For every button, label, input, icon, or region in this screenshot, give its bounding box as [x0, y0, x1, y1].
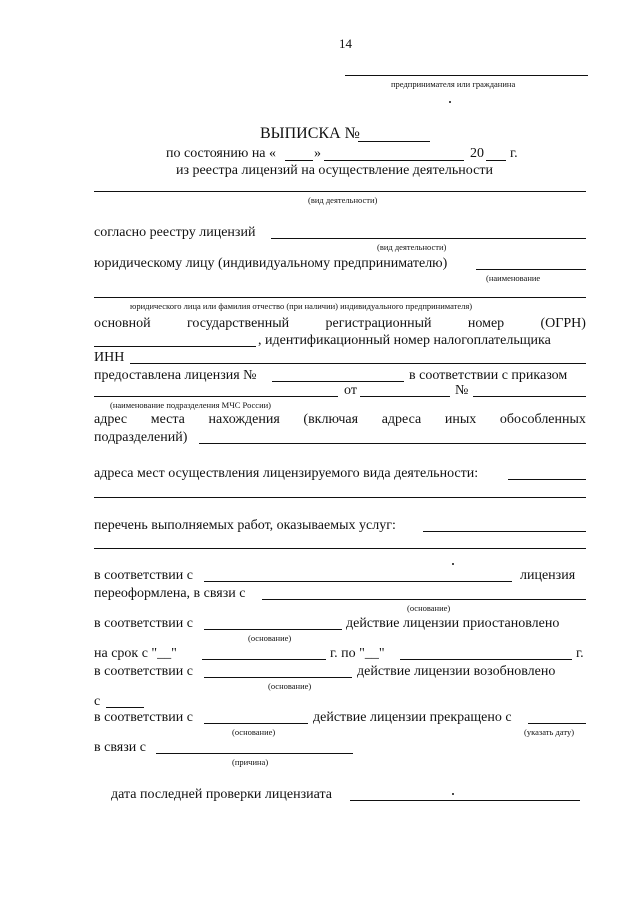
from-label: от — [344, 383, 357, 398]
terminate-date-line[interactable] — [528, 723, 586, 724]
license-granted-label: предоставлена лицензия № — [94, 368, 257, 383]
address-word: иных — [444, 412, 477, 427]
address-word: (включая — [303, 412, 359, 427]
reissued-label: переоформлена, в связи с — [94, 586, 246, 601]
terminated-label: действие лицензии прекращено с — [313, 710, 512, 725]
legal-entity-line[interactable] — [476, 269, 586, 270]
resumed-label: действие лицензии возобновлено — [357, 664, 556, 679]
order-number-sign: № — [455, 383, 469, 398]
emercom-caption: (наименование подразделения МЧС России) — [110, 400, 271, 410]
resume-per-label: в соответствии с — [94, 664, 193, 679]
term-to-label: г. по "__" — [330, 646, 385, 661]
ogrn-word: государственный — [186, 316, 290, 331]
since-label: с — [94, 694, 101, 709]
term-from-label: на срок с "__" — [94, 646, 177, 661]
term-to-line[interactable] — [400, 659, 572, 660]
basis-caption: (основание) — [248, 633, 292, 643]
subdivisions-label: подразделений) — [94, 430, 188, 445]
term-from-line[interactable] — [202, 659, 326, 660]
activity-caption-2: (вид деятельности) — [377, 242, 447, 252]
name-caption-2: юридического лица или фамилия отчество (при наличии) индивидуального предпринимателя) — [130, 301, 473, 311]
license-label: лицензия — [520, 568, 576, 583]
activity-addresses-line-1[interactable] — [508, 479, 586, 480]
reissue-per-label: в соответствии с — [94, 568, 193, 583]
stray-dot — [449, 101, 451, 103]
works-list-line-1[interactable] — [423, 531, 586, 532]
document-title: ВЫПИСКА № — [260, 125, 360, 142]
as-of-month-line[interactable] — [324, 160, 464, 161]
last-check-line[interactable] — [350, 800, 580, 801]
title-number-line[interactable] — [358, 141, 430, 142]
since-line[interactable] — [106, 707, 144, 708]
basis-caption: (основание) — [407, 603, 451, 613]
suspended-label: действие лицензии приостановлено — [346, 616, 560, 631]
inn-label: ИНН — [94, 350, 125, 365]
inn-value-line[interactable] — [130, 363, 586, 364]
address-value-line[interactable] — [199, 443, 586, 444]
as-of-year-suffix: г. — [510, 146, 518, 161]
reason-line[interactable] — [156, 753, 353, 754]
reissued-basis-line[interactable] — [262, 599, 586, 600]
address-word: адреса — [381, 412, 422, 427]
page-number: 14 — [339, 36, 352, 51]
as-of-year-line[interactable] — [486, 160, 506, 161]
entity-name-line[interactable] — [94, 297, 586, 298]
reason-caption: (причина) — [232, 757, 269, 767]
order-date-line[interactable] — [360, 396, 450, 397]
date-caption: (указать дату) — [524, 727, 575, 737]
activity-addresses-line-2[interactable] — [94, 497, 586, 498]
per-order-label: в соответствии с приказом — [409, 368, 568, 383]
suspend-basis-line[interactable] — [204, 629, 342, 630]
address-word: обособленных — [499, 412, 586, 427]
activity-line[interactable] — [94, 191, 586, 192]
stray-dot — [452, 793, 454, 795]
ogrn-word: основной — [94, 316, 151, 331]
ogrn-word: регистрационный — [325, 316, 432, 331]
works-list-line-2[interactable] — [94, 548, 586, 549]
basis-caption: (основание) — [232, 727, 276, 737]
ogrn-word: (ОГРН) — [540, 316, 586, 331]
terminate-basis-line[interactable] — [204, 723, 308, 724]
ogrn-word: номер — [467, 316, 505, 331]
as-of-prefix: по состоянию на « — [166, 146, 277, 161]
suspend-per-label: в соответствии с — [94, 616, 193, 631]
top-caption: предпринимателя или гражданина — [391, 79, 516, 89]
ogrn-line — [94, 316, 586, 332]
resume-basis-line[interactable] — [204, 677, 352, 678]
order-number-line[interactable] — [473, 396, 586, 397]
as-of-year-prefix: 20 — [470, 146, 484, 161]
license-number-line[interactable] — [272, 381, 404, 382]
term-year-label: г. — [576, 646, 584, 661]
top-blank-line — [345, 75, 588, 76]
last-check-label: дата последней проверки лицензиата — [111, 787, 332, 802]
registry-activity-line[interactable] — [271, 238, 586, 239]
inn-label-line: , идентификационный номер налогоплательщика — [258, 333, 551, 348]
legal-entity-label: юридическому лицу (индивидуальному предпринимателю) — [94, 256, 448, 271]
terminate-per-label: в соответствии с — [94, 710, 193, 725]
reissue-per-line[interactable] — [204, 581, 512, 582]
as-of-day-line[interactable] — [285, 160, 313, 161]
name-caption: (наименование — [486, 273, 541, 283]
as-of-close: » — [314, 146, 321, 161]
address-line — [94, 412, 586, 428]
activity-addresses-label: адреса мест осуществления лицензируемого вида деятельности: — [94, 466, 479, 481]
basis-caption: (основание) — [268, 681, 312, 691]
ogrn-value-line[interactable] — [94, 346, 256, 347]
according-to-registry: согласно реестру лицензий — [94, 225, 256, 240]
registry-line: из реестра лицензий на осуществление деятельности — [176, 163, 493, 178]
address-word: нахождения — [208, 412, 280, 427]
emercom-line[interactable] — [94, 396, 338, 397]
address-word: места — [150, 412, 185, 427]
stray-dot — [452, 563, 454, 565]
address-word: адрес — [94, 412, 128, 427]
due-to-label: в связи с — [94, 740, 146, 755]
works-list-label: перечень выполняемых работ, оказываемых услуг: — [94, 518, 396, 533]
activity-caption: (вид деятельности) — [308, 195, 378, 205]
